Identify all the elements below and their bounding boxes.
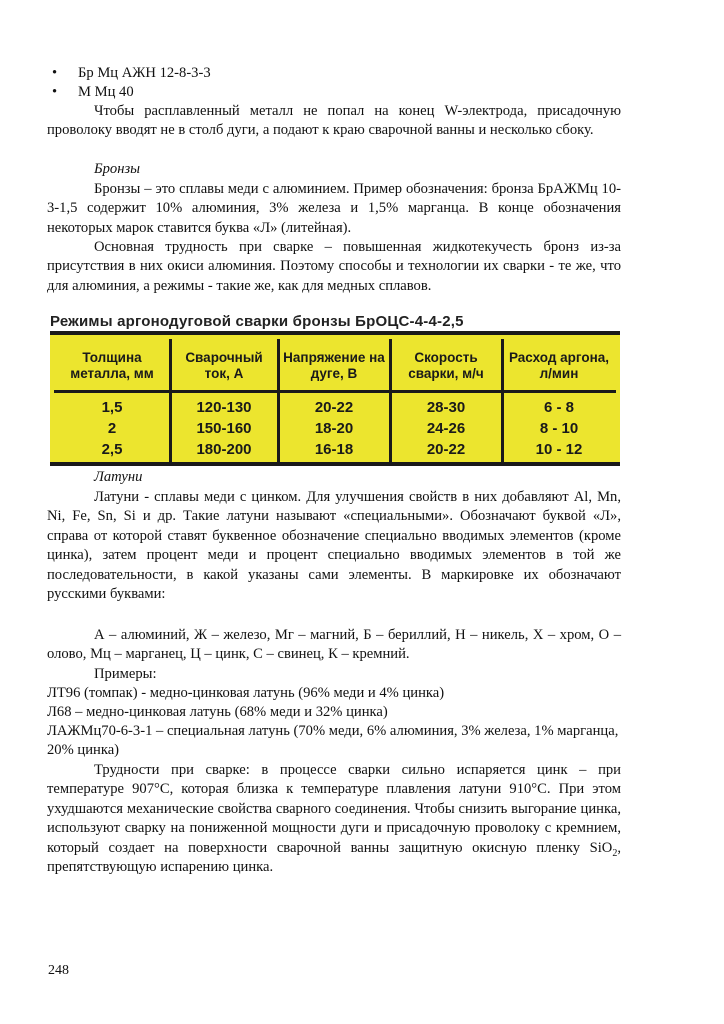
header-thickness: Толщина металла, мм [70,350,154,381]
header-divider [54,390,616,393]
table-cell: 18-20 [314,420,354,437]
table-cell: 150-160 [196,420,252,437]
table-cell: 2 [107,420,117,437]
table-cell: 8 - 10 [539,420,579,437]
heading-brass: Латуни [94,469,143,485]
table-cell: 20-22 [426,441,466,458]
table-cell: 1,5 [101,399,123,416]
paragraph-difficulty-end: , препятствующую испарению цинка. [47,839,621,876]
table-cell: 10 - 12 [535,441,583,458]
bullet-text: Бр Мц АЖН 12-8-3-3 [78,65,211,81]
header-voltage: Напряжение на дуге, В [283,350,385,381]
bullet-symbol: • [52,84,58,100]
table-cell: 16-18 [314,441,354,458]
heading-bronze: Бронзы [94,161,141,177]
paragraph-difficulty [47,761,621,877]
table-cell: 120-130 [196,399,252,416]
page-number: 248 [48,963,69,978]
paragraph-difficulty-main: Трудности при сварке: в процессе сварки сильно испаряется цинк – при температуре 907°С, которая близка к температуре плавления латуни 910°С. При этом ухудшаются механические свойства сварного соединения. Чтобы снизить выгорание цинка, используют сварку на пониженной мощности дуги и присадочную проволоку с кремнием, который создает на поверхности сварочной ванны защитную окисную пленку SiO [47,762,621,856]
paragraph-intro: Чтобы расплавленный металл не попал на конец W-электрода, присадочную проволоку вводят не в столб дуги, а подают к краю сварочной ванны и несколько сбоку. [47,103,621,139]
table-cell: 180-200 [196,441,252,458]
bullet-item [52,64,211,83]
paragraph-bronze-2: Основная трудность при сварке – повышенная жидкотекучесть бронз из-за присутствия в них окиси алюминия. Поэтому способы и технологии их сварки - те же, что для алюминия, а режимы - такие же, как для медных сплавов. [47,239,621,294]
table-cell: 20-22 [314,399,354,416]
table-cell: 28-30 [426,399,466,416]
table-cell: 6 - 8 [543,399,574,416]
examples-label: Примеры: [94,666,157,682]
paragraph-brass-1: Латуни - сплавы меди с цинком. Для улучшения свойств в них добавляют Al, Mn, Ni, Fe, Sn, Si и др. Такие латуни называют «специальными». Обозначают буквой «Л», справа от которой ставят буквенное обозначение специально вводимых элементов (кроме цинка), затем процент меди и процент специально вводимых элементов в той же последовательности, в какой указаны сами элементы. В маркировке их обозначают русскими буквами: [47,489,621,603]
example-line: ЛТ96 (томпак) - медно-цинковая латунь (96% меди и 4% цинка) [47,685,445,701]
paragraph-brass-2: А – алюминий, Ж – железо, Мг – магний, Б – бериллий, Н – никель, Х – хром, О – олово, Мц – марганец, Ц – цинк, С – свинец, К – кремний. [47,627,621,663]
example-line: ЛАЖМц70-6-3-1 – специальная латунь (70% меди, 6% алюминия, 3% железа, 1% марганца, 20% цинка) [47,723,619,759]
header-current: Сварочный ток, А [185,350,263,381]
header-argon: Расход аргона, л/мин [508,350,610,381]
welding-modes-table [50,331,620,466]
subscript-2: 2 [612,847,618,859]
table-header [50,343,620,389]
bullet-text: М Мц 40 [78,84,134,100]
table-cell: 24-26 [426,420,466,437]
bullet-item [52,83,134,102]
table-title: Режимы аргонодуговой сварки бронзы БрОЦС-4-4-2,5 [50,313,464,330]
example-line: Л68 – медно-цинковая латунь (68% меди и 32% цинка) [47,704,388,720]
header-speed: Скорость сварки, м/ч [408,350,484,381]
bullet-symbol: • [52,65,58,81]
paragraph-bronze-1: Бронзы – это сплавы меди с алюминием. Пример обозначения: бронза БрАЖМц 10-3-1,5 содержит 10% алюминия, 3% железа и 1,5% марганца. В конце обозначения некоторых марок ставится буква «Л» (литейная). [47,181,621,236]
table-cell: 2,5 [101,441,123,458]
